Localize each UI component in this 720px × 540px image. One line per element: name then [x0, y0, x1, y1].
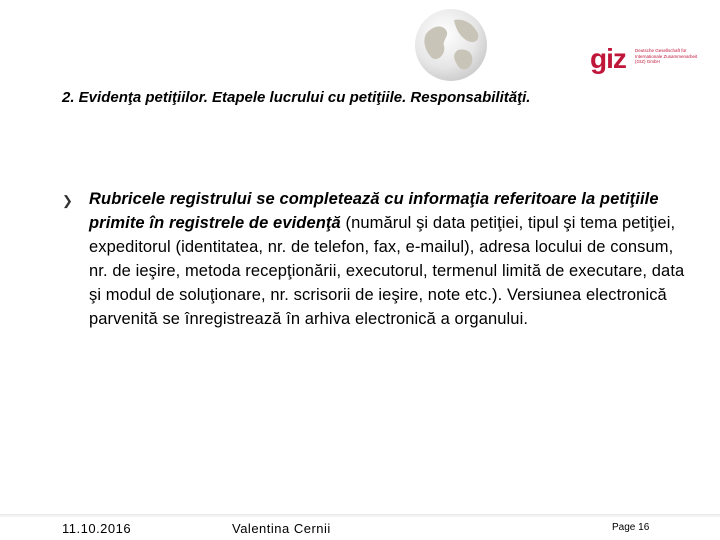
footer-divider — [0, 514, 720, 518]
globe-icon — [412, 6, 490, 84]
bullet-lead: Rubricele registrului se completează cu informaţia referitoare la petiţiile primite în registrele de evidenţă — [89, 190, 659, 232]
logo-text: Deutsche Gesellschaft für Internationale Zusammenarbeit (GIZ) GmbH — [635, 48, 698, 64]
footer-author: Valentina Cernii — [232, 521, 331, 536]
logo-mark: giz — [590, 43, 626, 74]
footer-date: 11.10.2016 — [62, 521, 132, 536]
giz-logo — [590, 44, 700, 78]
slide-title: 2. Evidenţa petiţiilor. Etapele lucrului cu petiţiile. Responsabilităţi. — [62, 89, 531, 106]
bullet-arrow-icon: ❯ — [62, 193, 73, 208]
bullet-paragraph — [89, 187, 689, 331]
bullet-body: (numărul şi data petiţiei, tipul şi tema petiţiei, expeditorul (identitatea, nr. de telefon, fax, e-mailul), adresa locului de consum, nr. de ieşire, metoda recepţionării, executorul, termenul limită de executare, data şi modul de soluţionare, nr. scrisorii de ieşire, note etc.). Versiunea electronică parvenită se înregistrează în arhiva electronică a organului. — [89, 214, 685, 328]
page-number: Page 16 — [612, 522, 650, 533]
